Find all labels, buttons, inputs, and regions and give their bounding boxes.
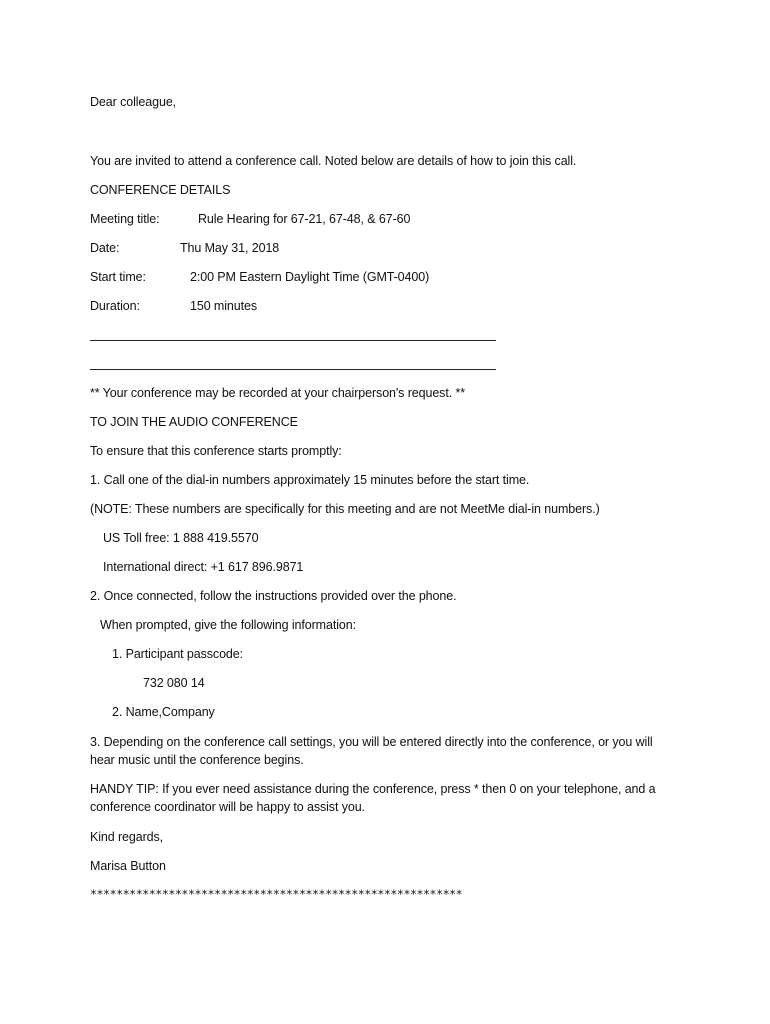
meeting-title-row [90,210,690,228]
note-text: (NOTE: These numbers are specifically for this meeting and are not MeetMe dial-in numbers.) [90,502,600,516]
duration-value: 150 minutes [190,299,257,313]
step-1: 1. Call one of the dial-in numbers approximately 15 minutes before the start time. [90,473,530,487]
date-label: Date: [90,241,120,255]
when-prompted: When prompted, give the following information: [100,618,356,632]
duration-row [90,297,690,315]
international-direct: International direct: +1 617 896.9871 [103,560,304,574]
handy-tip: HANDY TIP: If you ever need assistance during the conference, press * then 0 on your telephone, and a conference coordinator will be happy to assist you. [90,782,656,814]
intro-text: You are invited to attend a conference call. Noted below are details of how to join this call. [90,154,577,168]
step-3: 3. Depending on the conference call settings, you will be entered directly into the conference, or you will hear music until the conference begins. [90,735,653,767]
meeting-title-value: Rule Hearing for 67-21, 67-48, & 67-60 [198,212,411,226]
date-row [90,239,690,257]
passcode-value: 732 080 14 [143,676,205,690]
asterisk-divider: ********************************************************* [90,887,463,901]
us-toll-free: US Toll free: 1 888 419.5570 [103,531,259,545]
closing: Kind regards, [90,830,164,844]
step-2: 2. Once connected, follow the instructions provided over the phone. [90,589,457,603]
details-heading: CONFERENCE DETAILS [90,183,231,197]
join-heading: TO JOIN THE AUDIO CONFERENCE [90,415,298,429]
meeting-title-label: Meeting title: [90,212,160,226]
ensure-text: To ensure that this conference starts promptly: [90,444,342,458]
start-time-value: 2:00 PM Eastern Daylight Time (GMT-0400) [190,270,430,284]
greeting: Dear colleague, [90,95,177,109]
start-time-row [90,268,690,286]
duration-label: Duration: [90,299,140,313]
start-time-label: Start time: [90,270,146,284]
separator-line [90,369,496,370]
recorded-note: ** Your conference may be recorded at your chairperson's request. ** [90,386,465,400]
separator-line [90,340,496,341]
sub-step-2: 2. Name,Company [112,705,215,719]
signature: Marisa Button [90,859,166,873]
date-value: Thu May 31, 2018 [180,241,280,255]
sub-step-1: 1. Participant passcode: [112,647,244,661]
